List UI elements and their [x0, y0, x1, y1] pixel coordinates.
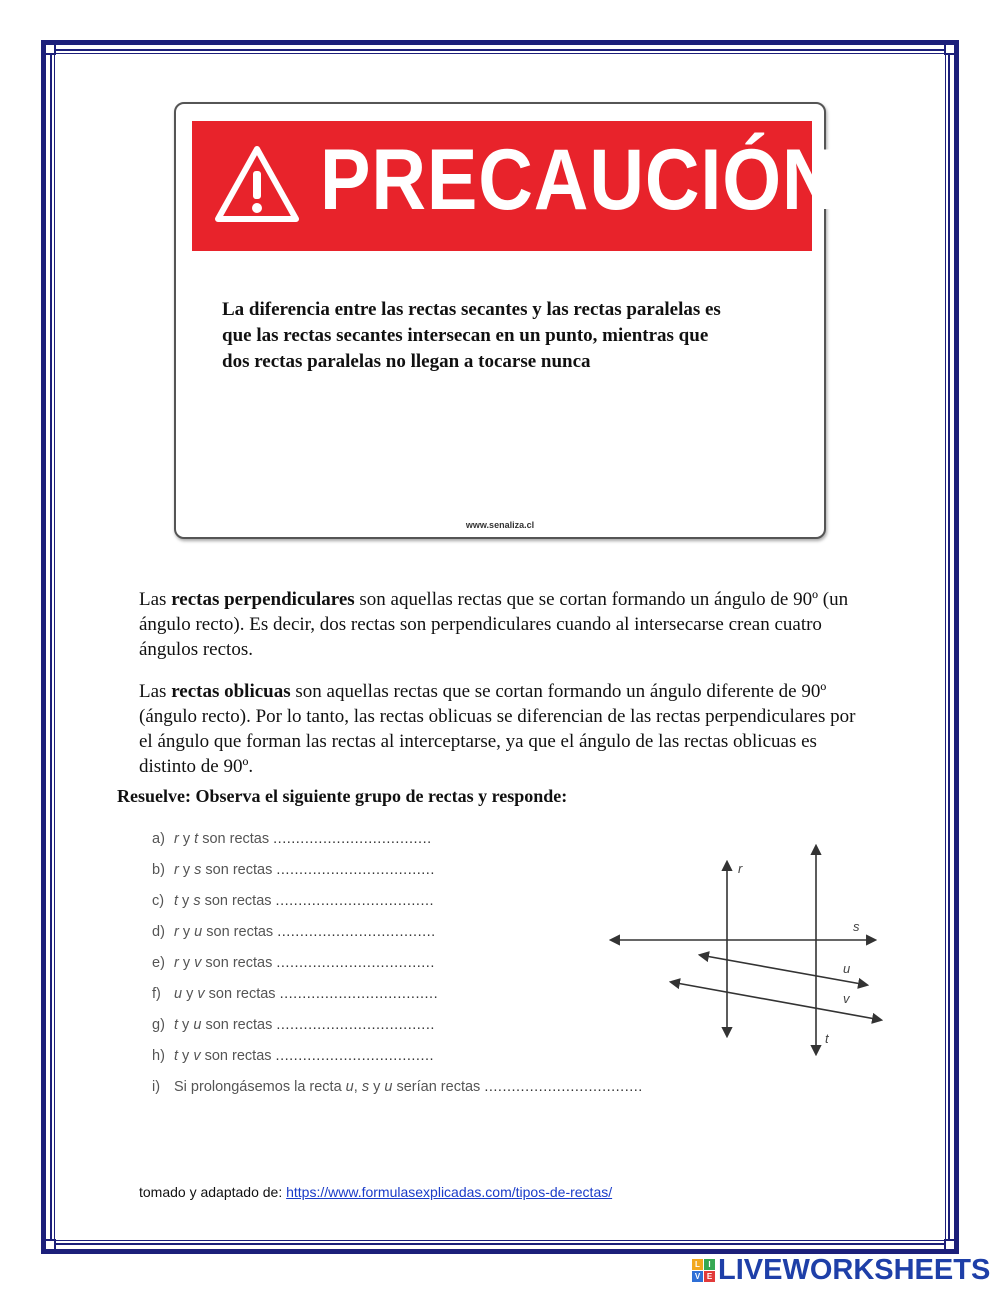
frame-corner [944, 43, 956, 55]
connector: y [178, 862, 195, 878]
connector: y [178, 831, 195, 847]
label-s: s [853, 919, 860, 934]
logo-letter: L [692, 1259, 703, 1270]
question-text: serían rectas [392, 1079, 485, 1095]
connector: y [182, 986, 198, 1002]
paragraph-lead: Las [139, 589, 172, 610]
sign-source-url: www.senaliza.cl [465, 520, 535, 530]
logo-letter: I [704, 1259, 715, 1270]
question-letter: g) [152, 1017, 165, 1033]
line-variable: r [174, 955, 179, 971]
question-letter: f) [152, 986, 161, 1002]
source-link[interactable]: https://www.formulasexplicadas.com/tipos-de-rectas/ [286, 1184, 613, 1200]
line-variable: s [193, 893, 201, 909]
paragraph-oblicuas [139, 679, 859, 779]
frame-corner [44, 1239, 56, 1251]
question-text: son rectas [198, 831, 274, 847]
question-text: son rectas [200, 893, 276, 909]
connector: y [178, 1017, 194, 1033]
answer-blank[interactable]: ................................... [275, 893, 435, 909]
connector: y [178, 924, 195, 940]
caution-line: dos rectas paralelas no llegan a tocarse nunca [222, 351, 591, 372]
answer-blank[interactable]: ................................... [275, 1048, 435, 1064]
line-variable: s [194, 862, 202, 878]
answer-blank[interactable]: ................................... [277, 924, 436, 940]
answer-blank[interactable]: ................................... [273, 831, 432, 847]
answer-blank[interactable]: ................................... [279, 986, 439, 1002]
term-perpendiculares: rectas perpendiculares [171, 589, 355, 610]
logo-wordmark: LIVEWORKSHEETS [718, 1253, 991, 1286]
question-text: Si prolongásemos la recta [174, 1079, 346, 1095]
connector: y [178, 893, 194, 909]
answer-blank[interactable]: ................................... [276, 955, 435, 971]
paragraph-lead: Las [139, 681, 172, 702]
exercise-heading: Resuelve: Observa el siguiente grupo de rectas y responde: [117, 786, 568, 806]
connector: y [178, 955, 195, 971]
term-oblicuas: rectas oblicuas [171, 681, 291, 702]
answer-blank[interactable]: ................................... [484, 1079, 643, 1095]
logo-letter: V [692, 1271, 703, 1282]
line-variable: v [197, 986, 205, 1002]
line-variable: u [193, 1017, 202, 1033]
caution-message [222, 297, 802, 375]
question-text: son rectas [201, 1017, 277, 1033]
caution-sign [174, 102, 838, 539]
line-variable: u [384, 1079, 393, 1095]
label-v: v [843, 991, 850, 1006]
logo-mark-icon [692, 1259, 715, 1282]
caution-banner [192, 121, 838, 251]
paragraph-body: son aquellas rectas que se cortan formando un ángulo diferente de 90º (ángulo recto). Por lo tanto, las rectas oblicuas se diferencian de las rectas perpendiculares por el ángulo que forman las rectas al interceptarse, ya que el ángulo de las rectas oblicuas es distinto de 90º. [139, 681, 856, 777]
answer-blank[interactable]: ................................... [276, 1017, 435, 1033]
line-variable: u [194, 924, 203, 940]
question-letter: b) [152, 862, 165, 878]
caution-line: La diferencia entre las rectas secantes y las rectas paralelas es [222, 299, 721, 320]
question-text: son rectas [200, 1048, 276, 1064]
question-letter: a) [152, 831, 165, 847]
line-variable: v [194, 955, 202, 971]
paragraph-body: son aquellas rectas que se cortan formando un ángulo de 90º (un ángulo recto). Es decir, dos rectas son perpendiculares cuando al intersecarse crean cuatro ángulos rectos. [139, 589, 849, 660]
line-u [700, 955, 867, 985]
line-variable: t [174, 893, 179, 909]
line-variable: r [174, 924, 179, 940]
label-r: r [738, 861, 743, 876]
connector: y [369, 1079, 385, 1095]
caution-title: PRECAUCIÓN [320, 132, 838, 228]
warning-triangle-icon [212, 143, 302, 225]
line-variable: u [174, 986, 183, 1002]
question-letter: h) [152, 1048, 165, 1064]
question-letter: d) [152, 924, 165, 940]
source-citation [139, 1184, 612, 1200]
lines-diagram [605, 840, 890, 1060]
answer-blank[interactable]: ................................... [276, 862, 435, 878]
connector: y [178, 1048, 194, 1064]
question-item [152, 1076, 752, 1107]
question-letter: i) [152, 1079, 161, 1095]
question-text: son rectas [202, 924, 278, 940]
liveworksheets-logo [692, 1255, 990, 1285]
frame-corner [44, 43, 56, 55]
question-letter: c) [152, 893, 165, 909]
question-letter: e) [152, 955, 165, 971]
caution-line: que las rectas secantes intersecan en un punto, mientras que [222, 325, 709, 346]
label-t: t [825, 1031, 829, 1046]
frame-corner [944, 1239, 956, 1251]
source-label: tomado y adaptado de: [139, 1184, 287, 1200]
line-variable: t [174, 1017, 179, 1033]
line-variable: s [361, 1079, 370, 1095]
line-variable: t [194, 831, 199, 847]
line-variable: u [345, 1079, 354, 1095]
question-text: son rectas [201, 955, 277, 971]
line-variable: t [174, 1048, 179, 1064]
line-variable: v [193, 1048, 201, 1064]
line-variable: r [174, 862, 179, 878]
line-v [671, 982, 881, 1020]
question-text: son rectas [204, 986, 280, 1002]
connector: , [353, 1079, 362, 1095]
line-variable: r [174, 831, 179, 847]
question-text: son rectas [201, 862, 277, 878]
paragraph-perpendiculares [139, 587, 859, 662]
logo-letter: E [704, 1271, 715, 1282]
label-u: u [843, 961, 851, 976]
